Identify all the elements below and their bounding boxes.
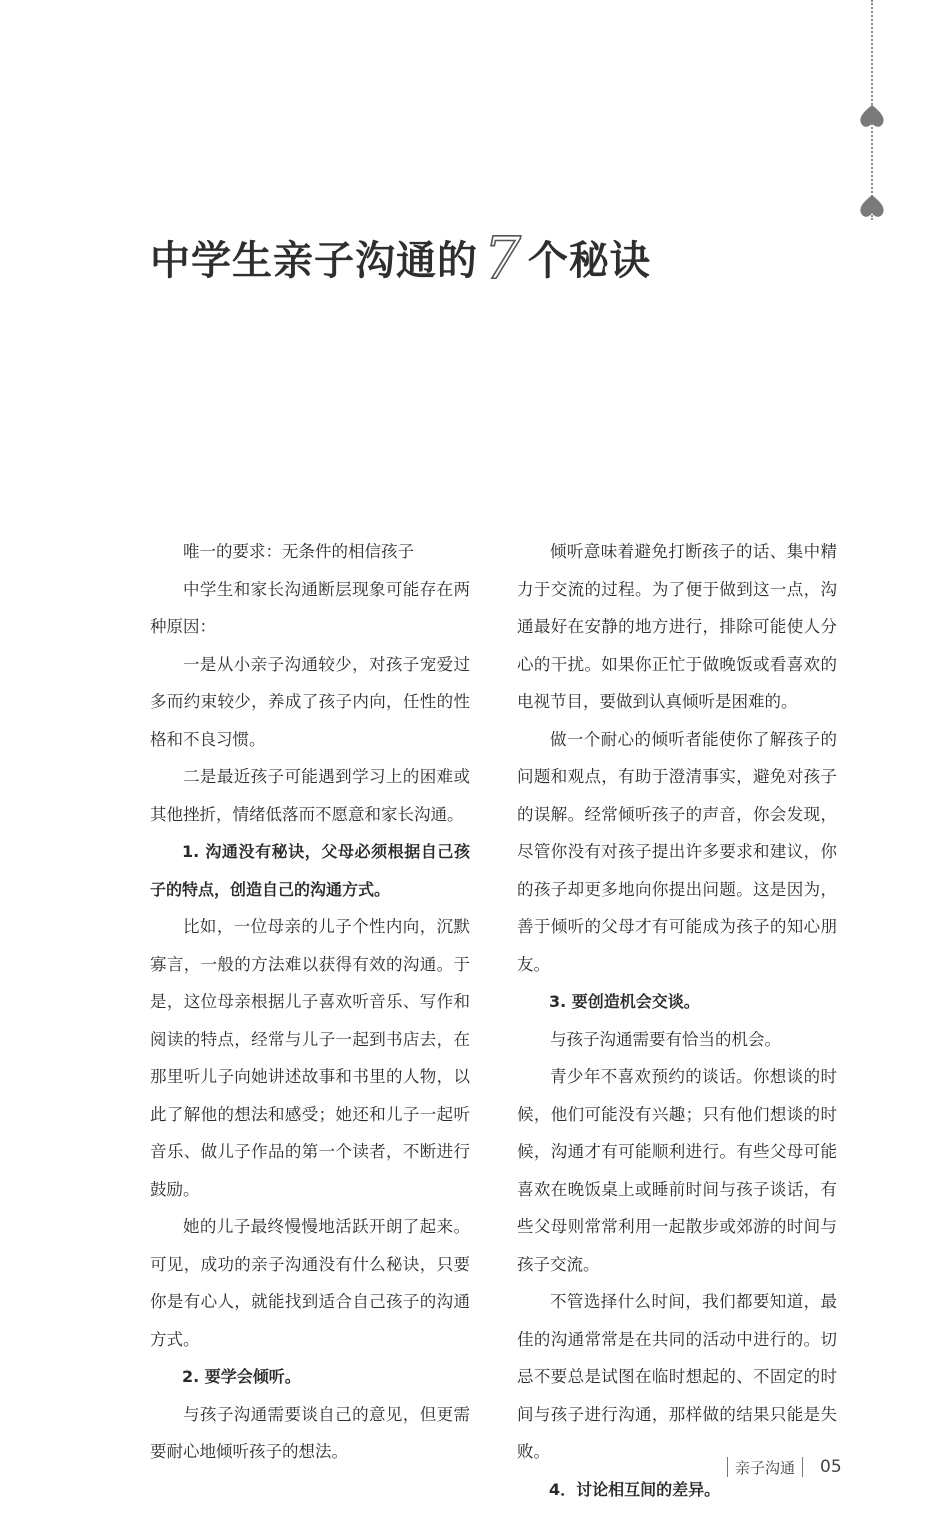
paragraph: 与孩子沟通需要有恰当的机会。 <box>550 1029 781 1049</box>
section-heading: 4．讨论相互间的差异。 <box>549 1479 721 1499</box>
paragraph: 不管选择什么时间，我们都要知道，最佳的沟通常常是在共同的活动中进行的。切忌不要总是试图在临时想起的、不固定的时间与孩子进行沟通，那样做的结果只能是失败。 <box>517 1292 837 1461</box>
paragraph: 与孩子沟通需要谈自己的意见，但更需要耐心地倾听孩子的想法。 <box>150 1404 470 1461</box>
paragraph: 比如，一位母亲的儿子个性内向，沉默寡言，一般的方法难以获得有效的沟通。于是，这位母亲根据儿子喜欢听音乐、写作和阅读的特点，经常与儿子一起到书店去，在那里听儿子向她讲述故事和书里的人物，以此了解他的想法和感受；她还和儿子一起听音乐、做儿子作品的第一个读者，不断进行鼓励。 <box>150 917 470 1199</box>
title-suffix: 个秘诀 <box>527 238 651 284</box>
title-prefix: 中学生亲子沟通的 <box>150 238 478 284</box>
heart-icon <box>858 192 886 220</box>
footer-divider <box>727 1457 728 1477</box>
paragraph: 做一个耐心的倾听者能使你了解孩子的问题和观点，有助于澄清事实，避免对孩子的误解。经常倾听孩子的声音，你会发现，尽管你没有对孩子提出许多要求和建议，你的孩子却更多地向你提出问题。这是因为，善于倾听的父母才有可能成为孩子的知心朋友。 <box>517 729 837 974</box>
section-heading: 3. 要创造机会交谈。 <box>549 992 700 1011</box>
page-number: 05 <box>820 1457 842 1477</box>
article-title <box>150 224 651 292</box>
footer-section-label: 亲子沟通 <box>735 1458 796 1477</box>
left-column <box>150 533 470 1471</box>
paragraph: 唯一的要求：无条件的相信孩子 <box>183 542 414 561</box>
paragraph: 二是最近孩子可能遇到学习上的困难或其他挫折，情绪低落而不愿意和家长沟通。 <box>150 767 470 824</box>
right-column <box>517 533 837 1508</box>
paragraph: 中学生和家长沟通断层现象可能存在两种原因： <box>150 579 470 636</box>
paragraph: 青少年不喜欢预约的谈话。你想谈的时候，他们可能没有兴趣；只有他们想谈的时候，沟通才有可能顺利进行。有些父母可能喜欢在晚饭桌上或睡前时间与孩子谈话，有些父母则常常利用一起散步或郊游的时间与孩子交流。 <box>517 1067 837 1274</box>
section-heading: 1. 沟通没有秘诀，父母必须根据自己孩子的特点，创造自己的沟通方式。 <box>150 842 470 899</box>
section-heading: 2. 要学会倾听。 <box>182 1367 301 1386</box>
heart-icon <box>858 102 886 130</box>
paragraph: 她的儿子最终慢慢地活跃开朗了起来。可见，成功的亲子沟通没有什么秘诀，只要你是有心人，就能找到适合自己孩子的沟通方式。 <box>150 1217 470 1349</box>
footer-divider <box>802 1457 803 1477</box>
page-footer <box>720 1452 842 1482</box>
paragraph: 倾听意味着避免打断孩子的话、集中精力于交流的过程。为了便于做到这一点，沟通最好在安静的地方进行，排除可能使人分心的干扰。如果你正忙于做晚饭或看喜欢的电视节目，要做到认真倾听是困难的。 <box>517 542 837 711</box>
title-number: 7 <box>484 224 522 292</box>
paragraph: 一是从小亲子沟通较少，对孩子宠爱过多而约束较少，养成了孩子内向，任性的性格和不良习惯。 <box>150 654 470 749</box>
